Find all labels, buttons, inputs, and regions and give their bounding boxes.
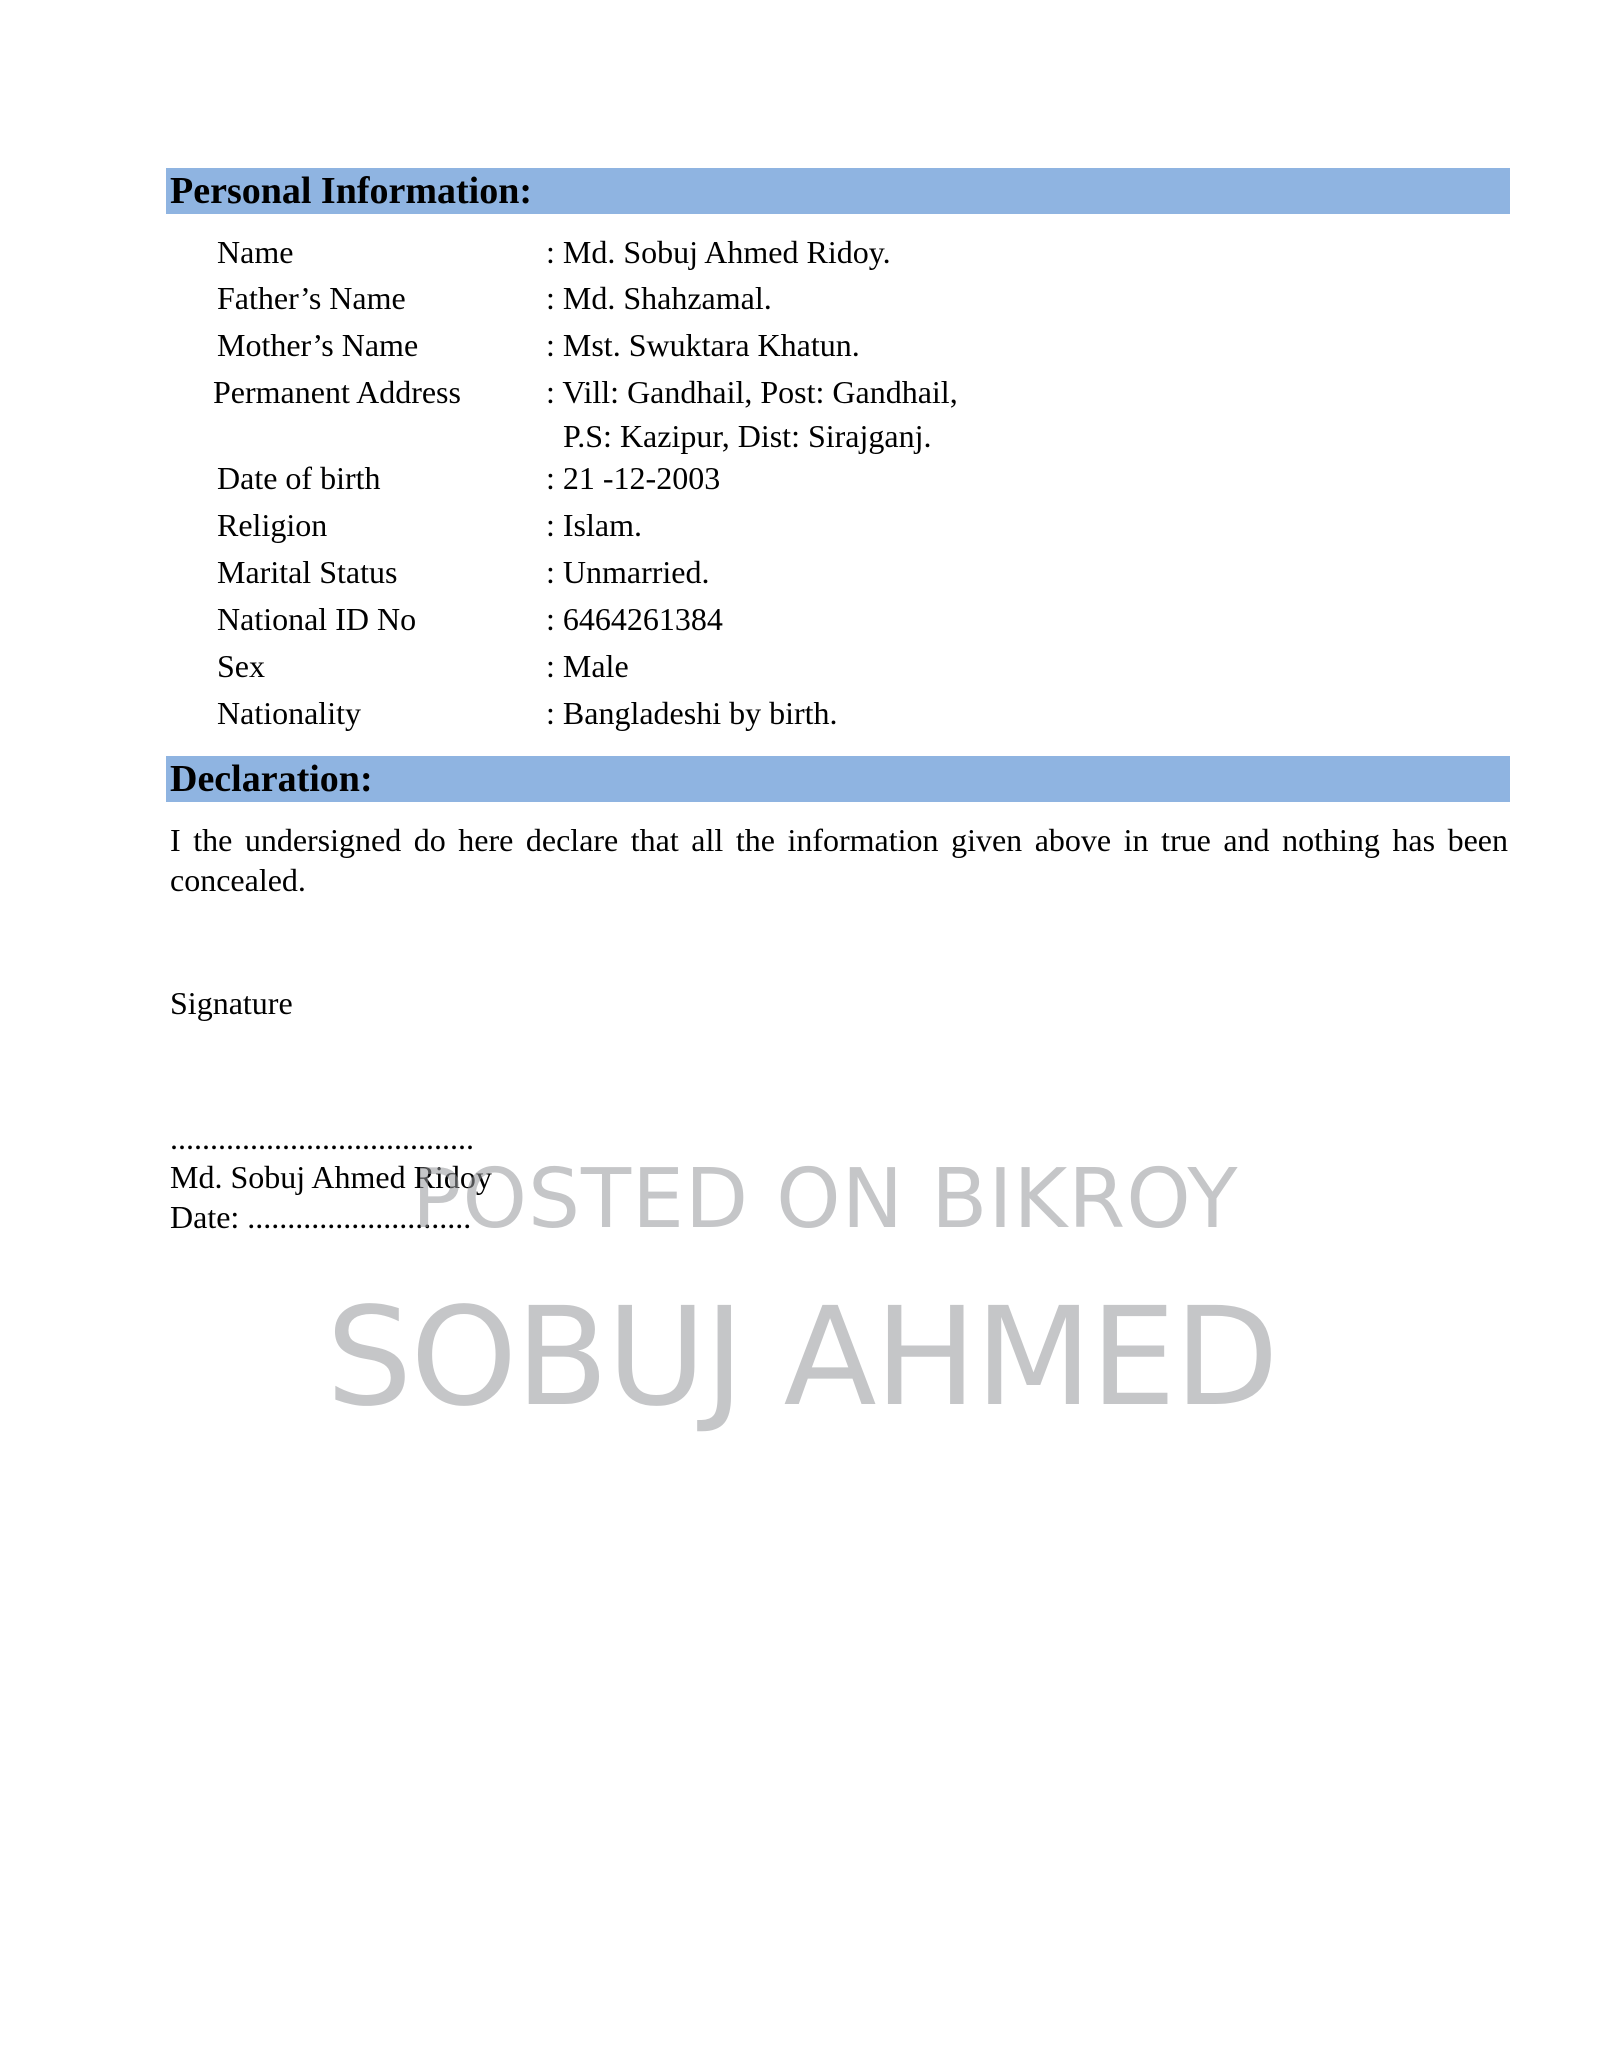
info-label-sex: Sex xyxy=(217,648,265,684)
info-value-religion: : Islam. xyxy=(546,507,642,543)
watermark-owner-name: SOBUJ AHMED xyxy=(326,1279,1277,1437)
info-value-address: : Vill: Gandhail, Post: Gandhail, xyxy=(546,374,958,410)
info-label-address: Permanent Address xyxy=(213,374,461,410)
declaration-text: I the undersigned do here declare that all the information given above in true and nothing has been concealed. xyxy=(170,822,1508,898)
info-label-nid: National ID No xyxy=(217,601,417,637)
info-label-nationality: Nationality xyxy=(217,695,361,731)
info-label-mother: Mother’s Name xyxy=(217,327,419,363)
info-value-marital: : Unmarried. xyxy=(546,554,710,590)
info-label-religion: Religion xyxy=(217,507,328,543)
info-value-address-cont: P.S: Kazipur, Dist: Sirajganj. xyxy=(563,418,932,454)
info-label-name: Name xyxy=(217,234,294,270)
signature-label: Signature xyxy=(170,985,293,1021)
declaration-title: Declaration: xyxy=(170,758,373,800)
info-label-marital: Marital Status xyxy=(217,554,398,590)
info-value-nid: : 6464261384 xyxy=(546,601,723,637)
info-value-dob: : 21 -12-2003 xyxy=(546,460,721,496)
personal-info-title: Personal Information: xyxy=(170,170,533,212)
info-value-name: : Md. Sobuj Ahmed Ridoy. xyxy=(546,234,891,270)
signature-name: Md. Sobuj Ahmed Ridoy xyxy=(170,1159,492,1195)
info-value-nationality: : Bangladeshi by birth. xyxy=(546,695,838,731)
info-value-father: : Md. Shahzamal. xyxy=(546,280,772,316)
signature-dots: ...................................... xyxy=(170,1120,474,1156)
info-value-mother: : Mst. Swuktara Khatun. xyxy=(546,327,860,363)
info-label-dob: Date of birth xyxy=(217,460,381,496)
watermark-posted-on: POSTED ON BIKROY xyxy=(412,1152,1239,1247)
signature-date: Date: ............................ xyxy=(170,1199,472,1235)
info-value-sex: : Male xyxy=(546,648,629,684)
info-label-father: Father’s Name xyxy=(217,280,406,316)
